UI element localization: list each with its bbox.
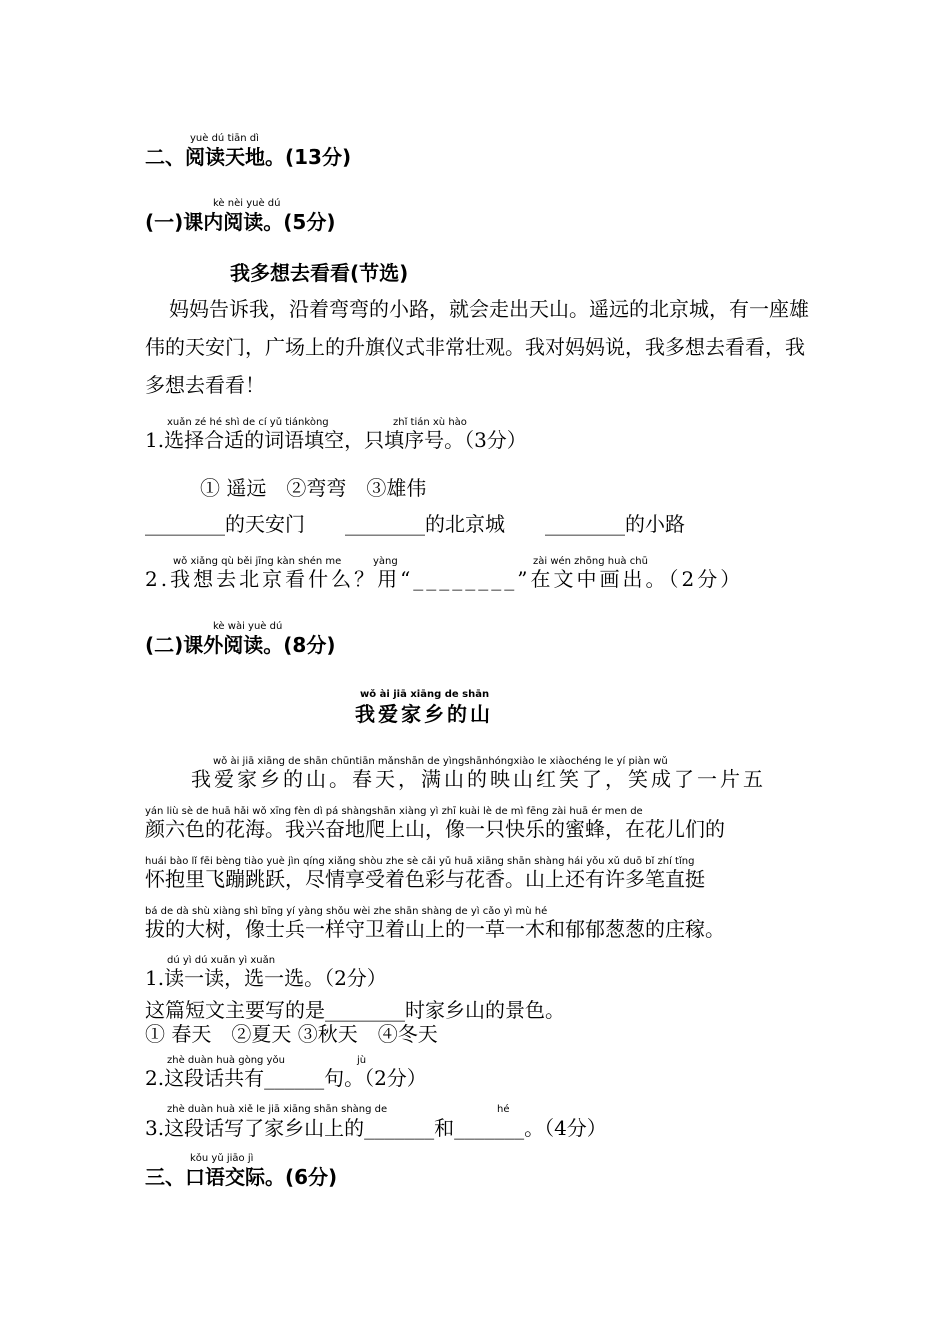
story-title-pinyin: wǒ ài jiā xiāng de shān xyxy=(360,689,490,700)
section3-pinyin: kǒu yǔ jiāo jì xyxy=(190,1153,254,1164)
p2-q3-pinyin-a: zhè duàn huà xiě le jiā xiāng shān shàng de xyxy=(167,1104,388,1115)
part2-title: (二)课外阅读。(8分) xyxy=(145,633,336,657)
part2-pinyin: kè wài yuè dú xyxy=(213,621,283,632)
p2-q1-options: ① 春天 ②夏天 ③秋天 ④冬天 xyxy=(145,1022,438,1046)
p2-q2-text: 2.这段话共有______句。（2分） xyxy=(145,1066,427,1090)
p1-q1-options: ① 遥远 ②弯弯 ③雄伟 xyxy=(200,476,427,500)
story-line1-pinyin: wǒ ài jiā xiāng de shān chūntiān mǎnshān de yìngshānhóngxiào le xiàochéng le yí piàn wǔ xyxy=(213,756,668,767)
p1-q2-pinyin-b: yàng xyxy=(373,556,398,567)
p1-q1-pinyin-b: zhǐ tián xù hào xyxy=(393,417,467,428)
section2-pinyin: yuè dú tiān dì xyxy=(190,133,259,144)
p2-q3-text: 3.这段话写了家乡山上的_______和_______。（4分） xyxy=(145,1116,607,1140)
story-line2: 颜六色的花海。我兴奋地爬上山，像一只快乐的蜜蜂，在花儿们的 xyxy=(145,817,725,841)
passage-text: 妈妈告诉我，沿着弯弯的小路，就会走出天山。遥远的北京城，有一座雄伟的天安门，广场上的升旗仪式非常壮观。我对妈妈说，我多想去看看，我多想去看看！ xyxy=(145,297,809,397)
part1-pinyin: kè nèi yuè dú xyxy=(213,198,281,209)
story-line2-pinyin: yán liù sè de huā hǎi wǒ xīng fèn dì pá shàngshān xiàng yì zhī kuài lè de mì fēng zài huā ér men de xyxy=(145,806,643,817)
passage-title: 我多想去看看(节选) xyxy=(230,261,409,285)
p1-q2-pinyin-a: wǒ xiǎng qù běi jīng kàn shén me xyxy=(173,556,342,567)
story-title: 我爱家乡的山 xyxy=(355,702,493,726)
part1-title: (一)课内阅读。(5分) xyxy=(145,210,336,234)
story-line4-pinyin: bá de dà shù xiàng shì bīng yí yàng shǒu wèi zhe shān shàng de yì cǎo yì mù hé xyxy=(145,906,548,917)
story-line3-pinyin: huái bào lǐ fēi bèng tiào yuè jìn qíng xiǎng shòu zhe sè cǎi yǔ huā xiāng shān shàng hái yǒu xǔ duō bǐ zhí tǐng xyxy=(145,856,695,867)
story-line3: 怀抱里飞蹦跳跃，尽情享受着色彩与花香。山上还有许多笔直挺 xyxy=(145,867,705,891)
p1-q2-pinyin-c: zài wén zhōng huà chū xyxy=(533,556,648,567)
story-line1: 我爱家乡的山。春天，满山的映山红笑了，笑成了一片五 xyxy=(145,767,766,791)
p1-q1-pinyin-a: xuǎn zé hé shì de cí yǔ tiánkòng xyxy=(167,417,329,428)
p2-q1-sentence: 这篇短文主要写的是________时家乡山的景色。 xyxy=(145,998,565,1022)
section3-title: 三、口语交际。(6分) xyxy=(145,1165,338,1189)
section2-title: 二、阅读天地。(13分) xyxy=(145,145,352,169)
p1-q2-text: 2.我想去北京看什么？用“________”在文中画出。（2分） xyxy=(145,567,744,591)
story-line4: 拔的大树，像士兵一样守卫着山上的一草一木和郁郁葱葱的庄稼。 xyxy=(145,917,725,941)
p2-q1-pinyin: dú yì dú xuǎn yì xuǎn xyxy=(167,955,276,966)
p2-q1-text: 1.读一读，选一选。（2分） xyxy=(145,966,387,990)
p1-q1-blanks: ________的天安门 ________的北京城 ________的小路 xyxy=(145,512,685,536)
p2-q2-pinyin-b: jù xyxy=(357,1055,367,1066)
p1-q1-text: 1.选择合适的词语填空，只填序号。（3分） xyxy=(145,428,527,452)
p2-q2-pinyin-a: zhè duàn huà gòng yǒu xyxy=(167,1055,285,1066)
p2-q3-pinyin-b: hé xyxy=(497,1104,510,1115)
